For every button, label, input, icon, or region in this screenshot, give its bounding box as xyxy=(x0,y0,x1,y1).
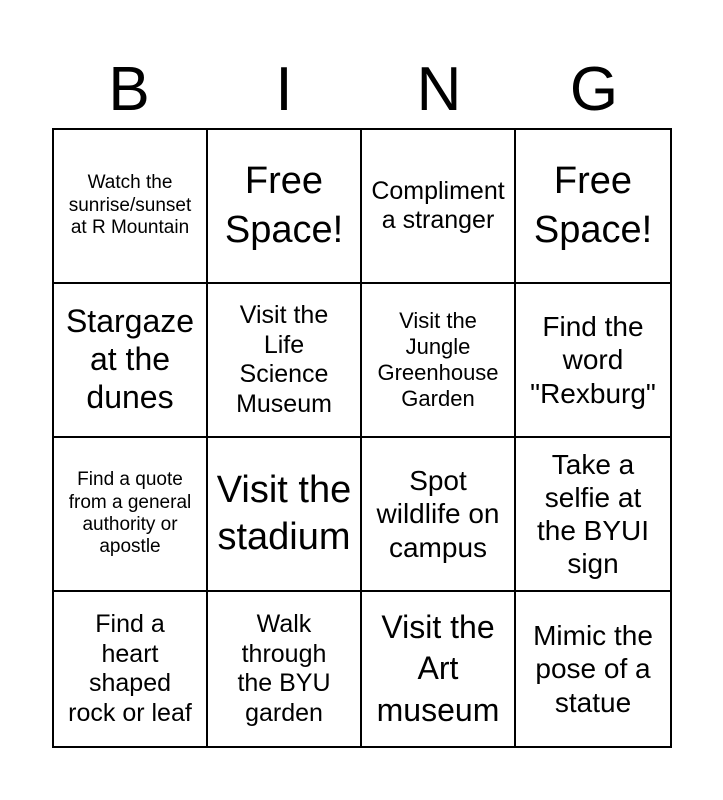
cell-label: Free Space! xyxy=(533,159,653,251)
cell-label: Visit the Art museum xyxy=(376,608,500,728)
cell-label: Visit the Life Science Museum xyxy=(236,301,332,418)
bingo-cell[interactable] xyxy=(362,592,516,746)
cell-label: Mimic the pose of a statue xyxy=(533,620,653,718)
bingo-cell[interactable] xyxy=(516,438,670,592)
cell-label: Compliment a stranger xyxy=(371,176,505,234)
cell-label: Walk through the BYU garden xyxy=(237,610,331,727)
header-letter-i: I xyxy=(275,55,293,124)
bingo-cell[interactable] xyxy=(54,438,208,592)
bingo-cell[interactable] xyxy=(54,284,208,438)
bingo-grid xyxy=(52,128,672,748)
cell-label: Find the word "Rexburg" xyxy=(530,311,656,409)
header-letter-n: N xyxy=(416,55,462,124)
bingo-cell[interactable] xyxy=(208,438,362,592)
bingo-cell[interactable] xyxy=(362,284,516,438)
header-letter-g: G xyxy=(569,55,619,124)
bingo-header xyxy=(52,52,672,128)
bingo-cell[interactable] xyxy=(208,284,362,438)
bingo-cell[interactable] xyxy=(362,130,516,284)
cell-label: Free Space! xyxy=(224,159,344,251)
cell-label: Find a heart shaped rock or leaf xyxy=(68,610,192,727)
bingo-cell-free-space[interactable] xyxy=(208,130,362,284)
bingo-cell[interactable] xyxy=(362,438,516,592)
header-letter-b: B xyxy=(108,55,150,124)
bingo-cell[interactable] xyxy=(54,592,208,746)
cell-label: Stargaze at the dunes xyxy=(65,303,195,415)
bingo-cell[interactable] xyxy=(516,592,670,746)
cell-label: Visit the stadium xyxy=(216,468,352,558)
bingo-cell-free-space[interactable] xyxy=(516,130,670,284)
bingo-cell[interactable] xyxy=(54,130,208,284)
cell-label: Visit the Jungle Greenhouse Garden xyxy=(377,308,499,411)
cell-label: Spot wildlife on campus xyxy=(376,465,500,563)
bingo-cell[interactable] xyxy=(516,284,670,438)
cell-label: Find a quote from a general authority or apostle xyxy=(68,469,192,558)
bingo-cell[interactable] xyxy=(208,592,362,746)
cell-label: Watch the sunrise/sunset at R Mountain xyxy=(68,172,192,239)
cell-label: Take a selfie at the BYUI sign xyxy=(536,448,650,580)
